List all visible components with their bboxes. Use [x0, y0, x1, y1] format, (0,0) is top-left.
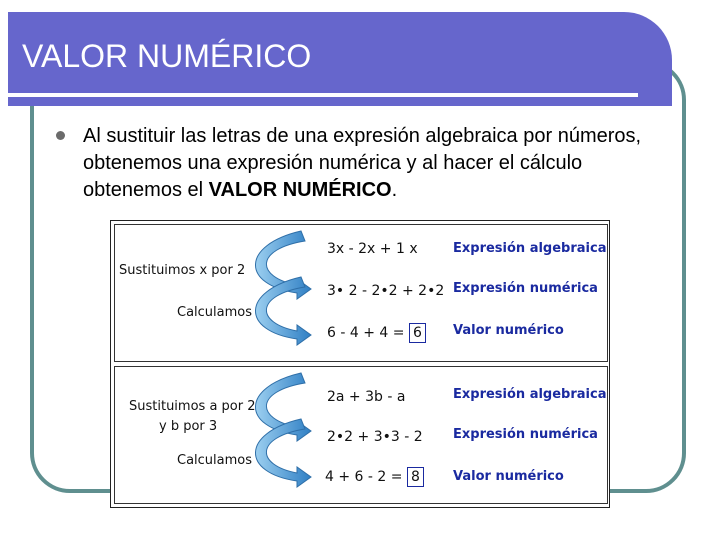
example-block-1 — [114, 224, 608, 362]
example-block-2 — [114, 366, 608, 504]
calculate-label: Calculamos — [177, 305, 253, 320]
numeric-value-result: 8 — [407, 467, 424, 487]
arrow-icon — [255, 419, 311, 487]
calculation — [325, 469, 424, 485]
calculation-steps: 6 - 4 + 4 = — [327, 325, 405, 341]
numeric-expression: 2•2 + 3•3 - 2 — [327, 429, 423, 445]
algebraic-expression-label: Expresión algebraica — [453, 387, 607, 402]
bullet-text-end: . — [391, 179, 398, 201]
title-underline — [8, 93, 638, 97]
algebraic-expression: 2a + 3b - a — [327, 389, 406, 405]
bullet-text — [83, 123, 673, 204]
algebraic-expression: 3x - 2x + 1 x — [327, 241, 418, 257]
numeric-value-result: 6 — [409, 323, 426, 343]
substitution-label-line-2: y b por 3 — [159, 419, 218, 434]
numeric-expression: 3• 2 - 2•2 + 2•2 — [327, 283, 445, 299]
numeric-value-label: Valor numérico — [453, 323, 564, 338]
bullet-point — [56, 131, 65, 140]
slide-title: VALOR NUMÉRICO — [22, 38, 312, 74]
bullet-text-intro: Al sustituir las letras de una expresión algebraica por números, obtenemos una expresión numérica y al hacer el cálculo obtenemos el — [83, 125, 642, 201]
calculate-label: Calculamos — [177, 453, 253, 468]
arrow-icon — [255, 277, 311, 345]
example-image-panel — [110, 220, 610, 508]
numeric-value-label: Valor numérico — [453, 469, 564, 484]
calculation-steps: 4 + 6 - 2 = — [325, 469, 403, 485]
algebraic-expression-label: Expresión algebraica — [453, 241, 607, 256]
calculation — [327, 325, 426, 341]
substitution-label-line-1: Sustituimos a por 2 — [129, 399, 256, 414]
numeric-expression-label: Expresión numérica — [453, 281, 598, 296]
bullet-text-bold: VALOR NUMÉRICO — [208, 179, 392, 201]
numeric-expression-label: Expresión numérica — [453, 427, 598, 442]
substitution-label: Sustituimos x por 2 — [119, 263, 246, 278]
